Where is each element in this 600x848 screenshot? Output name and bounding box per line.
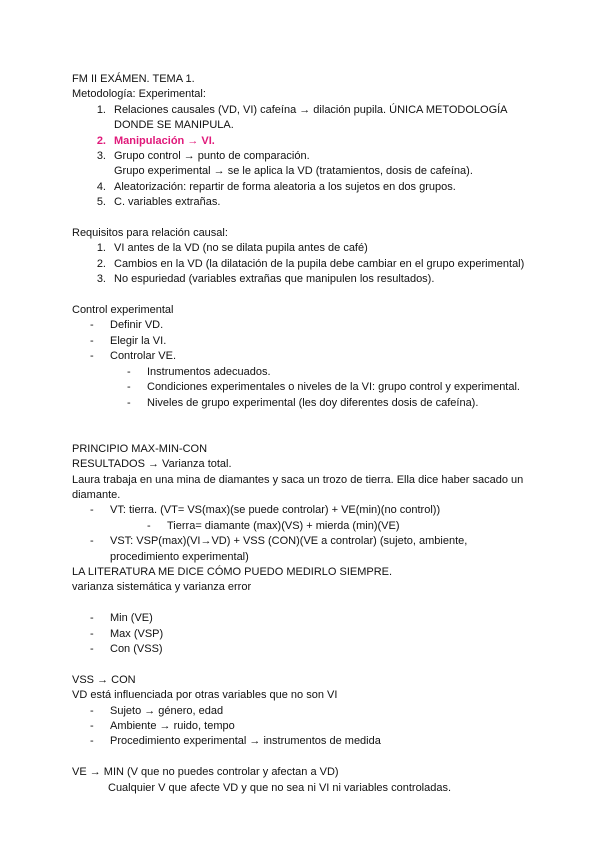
- section-causal-heading: Requisitos para relación causal:: [72, 227, 228, 240]
- list-item: 3. No espuriedad (variables extrañas que manipulen los resultados).: [96, 273, 435, 286]
- sub-list-item: - Instrumentos adecuados.: [127, 365, 271, 378]
- paragraph-line: Laura trabaja en una mina de diamantes y saca un trozo de tierra. Ella dice haber sacado un: [72, 473, 524, 486]
- list-item: 4. Aleatorización: repartir de forma aleatoria a los sujetos en dos grupos.: [96, 180, 456, 193]
- list-item: - Controlar VE.: [90, 350, 177, 363]
- maxmincon-list: [72, 503, 542, 565]
- control-list: [72, 318, 542, 410]
- list-item: 5. C. variables extrañas.: [96, 196, 221, 209]
- list-item: 1. VI antes de la VD (no se dilata pupila antes de café): [96, 242, 368, 255]
- list-item-continuation: Grupo experimental → se le aplica la VD (tratamientos, dosis de cafeína).: [114, 165, 473, 178]
- paragraph-line: diamante.: [72, 488, 121, 501]
- causal-list: [72, 241, 542, 287]
- list-item: - VT: tierra. (VT= VS(max)(se puede controlar) + VE(min)(no control)): [90, 504, 441, 517]
- list-item: 1. Relaciones causales (VD, VI) cafeína → dilación pupila. ÚNICA METODOLOGÍA: [96, 103, 508, 116]
- sub-list-item: - Niveles de grupo experimental (les doy diferentes dosis de cafeína).: [127, 396, 479, 409]
- list-item: - Elegir la VI.: [90, 334, 167, 347]
- section-ve-heading: VE → MIN (V que no puedes controlar y afectan a VD): [72, 766, 339, 779]
- sub-list-item: - Tierra= diamante (max)(VS) + mierda (min)(VE): [147, 519, 400, 532]
- section-methodology-heading: Metodología: Experimental:: [72, 88, 206, 101]
- paragraph-line: VD está influenciada por otras variables que no son VI: [72, 689, 338, 702]
- paragraph-line: varianza sistemática y varianza error: [72, 581, 252, 594]
- section-maxmincon-heading: PRINCIPIO MAX-MIN-CON: [72, 442, 208, 455]
- list-item: - Max (VSP): [90, 627, 164, 640]
- document-title: FM II EXÁMEN. TEMA 1.: [72, 73, 195, 85]
- list-item-continuation: procedimiento experimental): [110, 550, 249, 563]
- sub-list-item: - Condiciones experimentales o niveles de la VI: grupo control y experimental.: [127, 381, 520, 394]
- section-vss-heading: VSS → CON: [72, 673, 136, 686]
- list-item: - Con (VSS): [90, 642, 163, 655]
- list-item: - VST: VSP(max)(VI→VD) + VSS (CON)(VE a controlar) (sujeto, ambiente,: [90, 535, 468, 548]
- list-item: - Min (VE): [90, 612, 153, 625]
- vss-list: [72, 704, 542, 750]
- variance-list: [72, 611, 542, 657]
- section-control-heading: Control experimental: [72, 304, 174, 317]
- list-item: - Procedimiento experimental → instrumentos de medida: [90, 735, 381, 748]
- list-item-continuation: DONDE SE MANIPULA.: [114, 119, 234, 132]
- paragraph-line: Cualquier V que afecte VD y que no sea ni VI ni variables controladas.: [108, 781, 452, 794]
- list-item: 2. Cambios en la VD (la dilatación de la pupila debe cambiar en el grupo experimental): [96, 257, 525, 270]
- methodology-list: [72, 103, 542, 211]
- list-item-highlighted: 2. Manipulación → VI.: [96, 134, 215, 147]
- paragraph-line: RESULTADOS → Varianza total.: [72, 458, 232, 471]
- paragraph-line: LA LITERATURA ME DICE CÓMO PUEDO MEDIRLO SIEMPRE.: [72, 565, 393, 578]
- document-page: [72, 72, 542, 796]
- list-item: - Sujeto → género, edad: [90, 704, 224, 717]
- list-item: - Definir VD.: [90, 319, 164, 332]
- list-item: - Ambiente → ruido, tempo: [90, 719, 235, 732]
- list-item: 3. Grupo control → punto de comparación.: [96, 150, 310, 163]
